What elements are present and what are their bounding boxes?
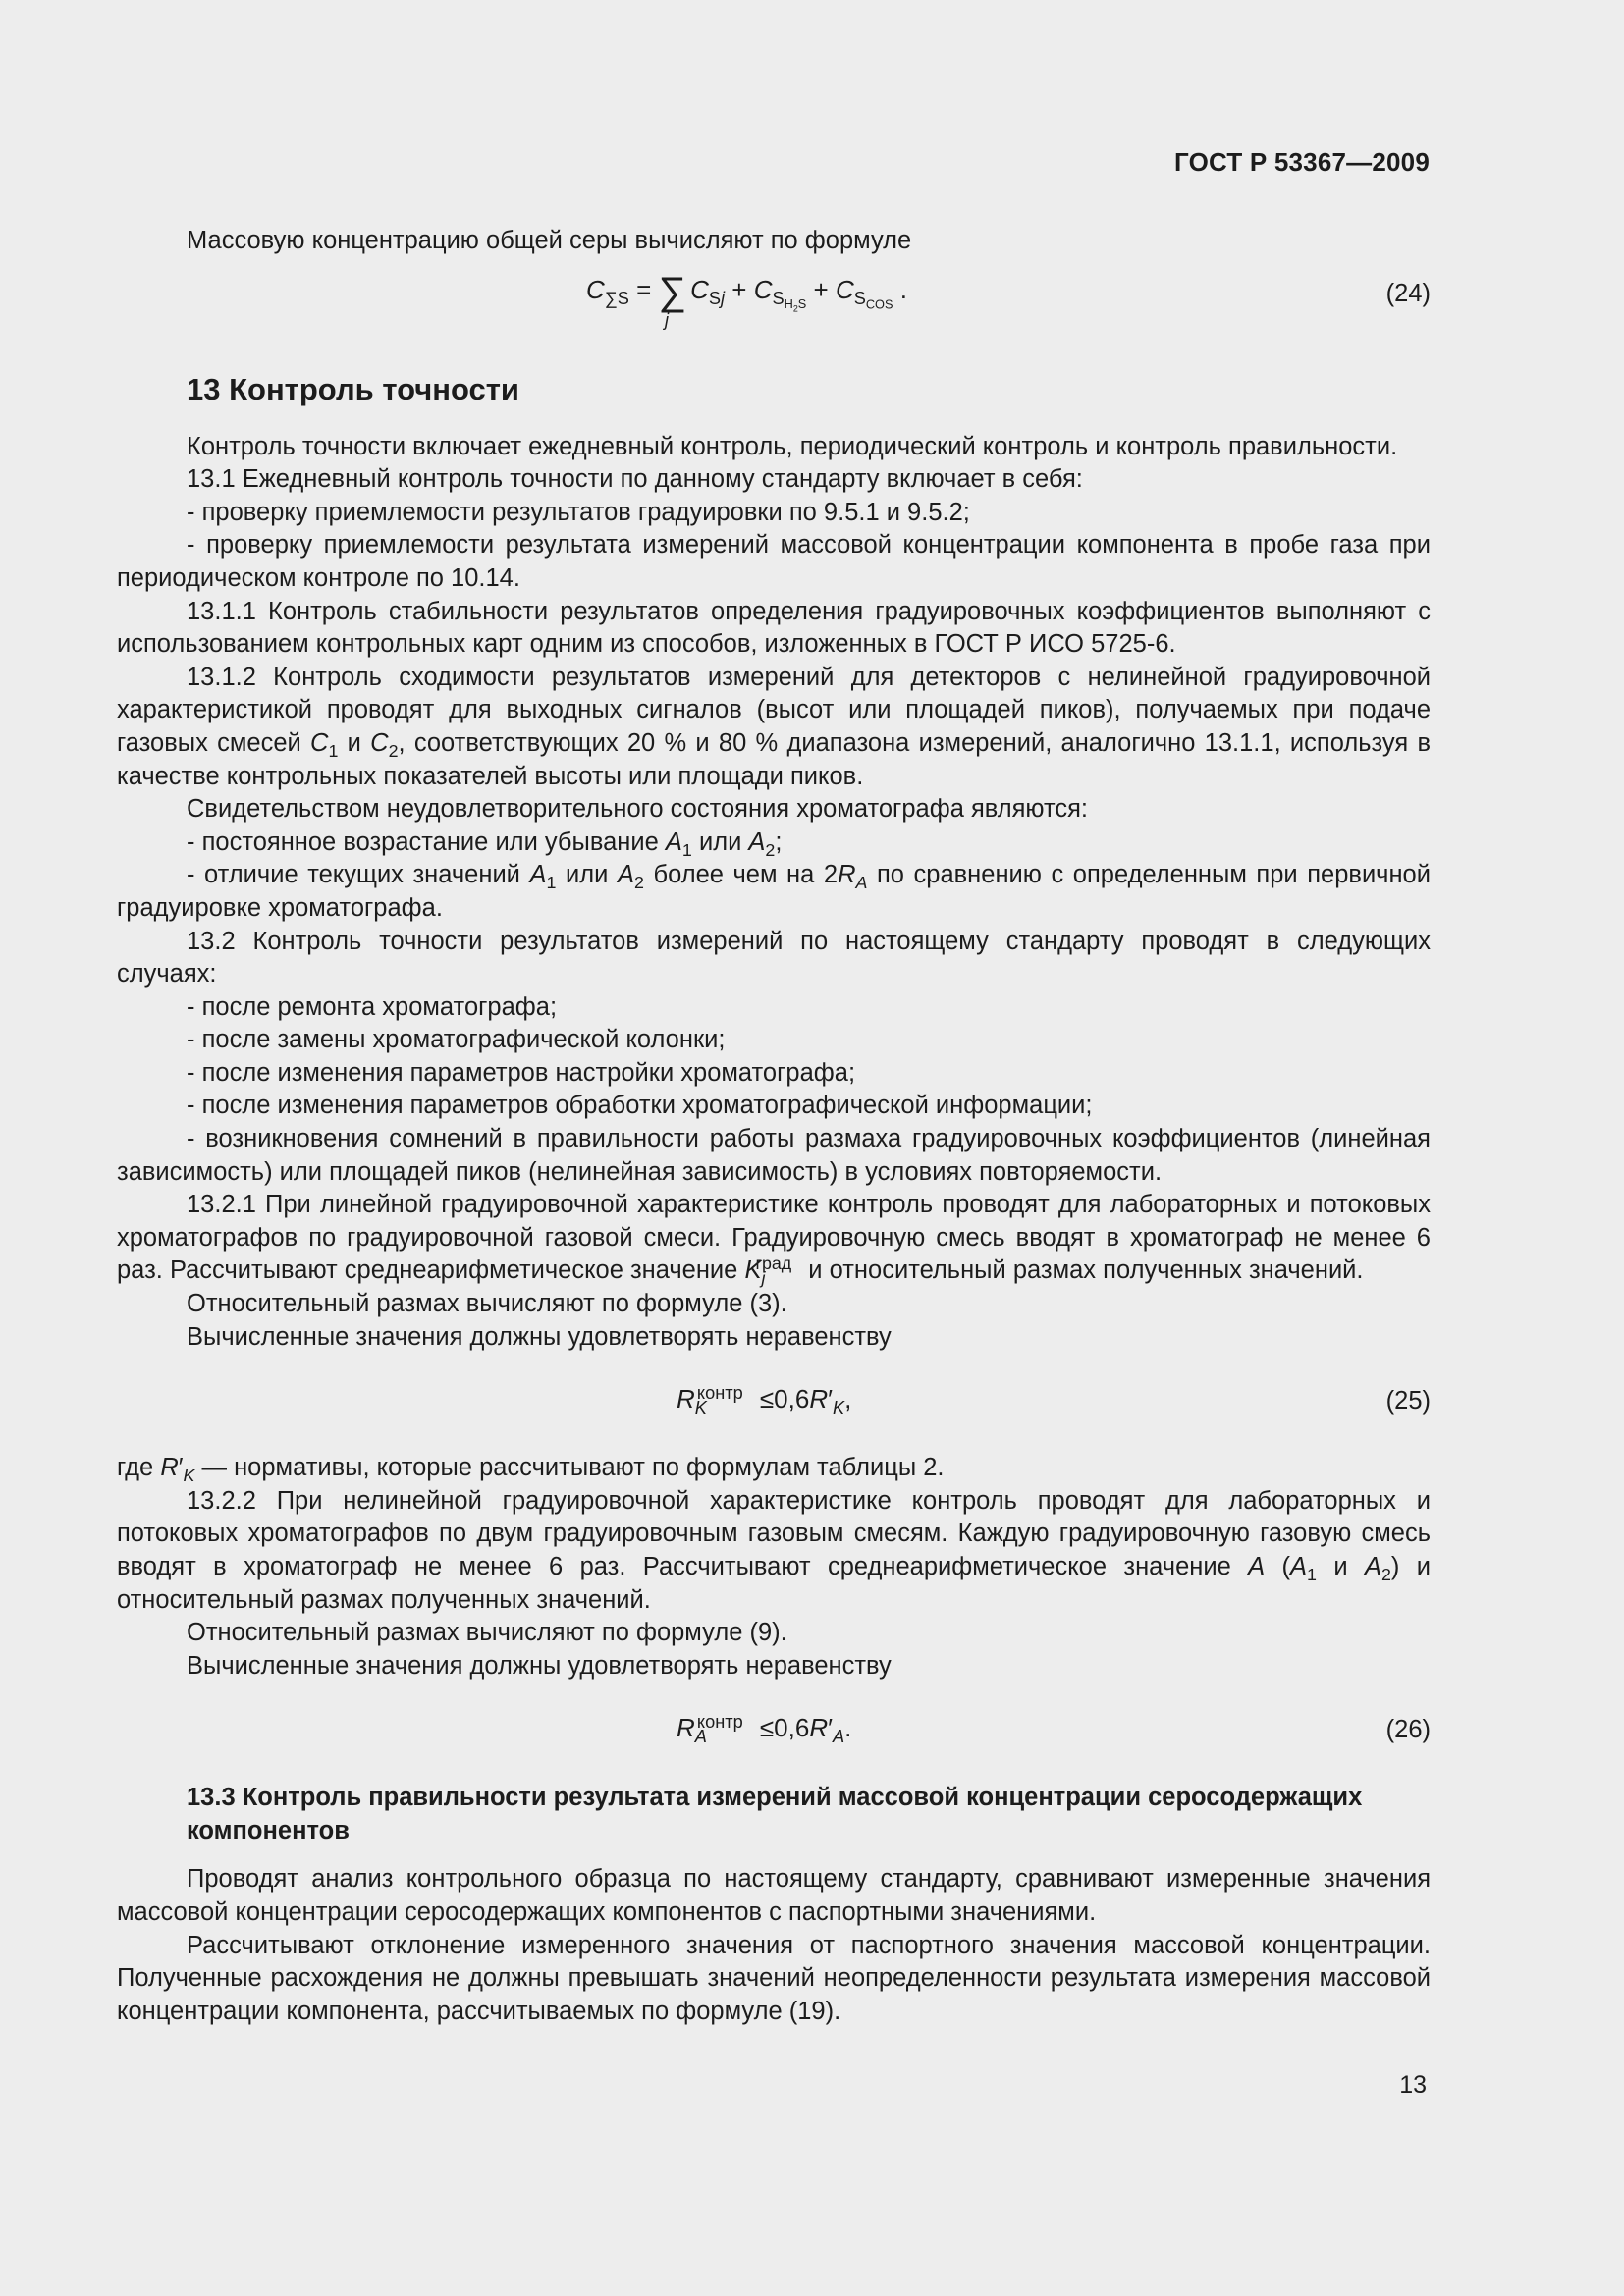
paragraph-13-3-1: Проводят анализ контрольного образца по настоящему стандарту, сравнивают измеренные значения массовой концентрации серосодержащих компонентов с паспортными значениями.: [117, 1865, 1431, 1926]
paragraph-inequality-intro-2: Вычисленные значения должны удовлетворять неравенству: [187, 1651, 892, 1680]
standard-code-header: ГОСТ Р 53367—2009: [1174, 147, 1430, 177]
case-item-5: - возникновения сомнений в правильности работы размаха градуировочных коэффициентов (линейная зависимость) или площадей пиков (нелинейная зависимость) в условиях повторяемости.: [117, 1125, 1431, 1186]
equation-25: [117, 1354, 1431, 1452]
case-item-3: - после изменения параметров настройки хроматографа;: [187, 1058, 856, 1087]
paragraph-where: где $R'_K$ — нормативы, которые рассчитывают по формулам таблицы 2.: [117, 1454, 945, 1486]
equation-26-number: (26): [1385, 1716, 1431, 1744]
paragraph-range-formula-3: Относительный размах вычисляют по формуле (3).: [187, 1290, 787, 1318]
paragraph-13-1-item-1: - проверку приемлемости результатов градуировки по 9.5.1 и 9.5.2;: [187, 498, 970, 526]
paragraph-13-1-2: 13.1.2 Контроль сходимости результатов измерений для детекторов с нелинейной градуировочной характеристикой проводят для выходных сигналов (высот или площадей пиков), получаемых при подаче газовых смесей $C_1$ и $C_2$, соответствующих 20 % и 80 % диапазона измерений, аналогично 13.1.1, используя в качестве контрольных показателей высоты или площади пиков.: [117, 663, 1431, 790]
equation-25-expression: $R_K^{контр} \le 0,6R'_K$,: [677, 1382, 852, 1418]
paragraph-range-formula-9: Относительный размах вычисляют по формуле (9).: [187, 1619, 787, 1647]
intro-paragraph: Массовую концентрацию общей серы вычисляют по формуле: [187, 227, 912, 254]
subsection-13-3-title: 13.3 Контроль правильности результата измерений массовой концентрации серосодержащих компонентов: [187, 1784, 1363, 1845]
equation-24-number: (24): [1385, 279, 1431, 307]
case-item-4: - после изменения параметров обработки хроматографической информации;: [187, 1092, 1093, 1120]
evidence-item-2: - отличие текущих значений $A_1$ или $A_2$ более чем на $2R_A$ по сравнению с определенным при первичной градуировке хроматографа.: [117, 861, 1431, 922]
paragraph-evidence: Свидетельством неудовлетворительного состояния хроматографа являются:: [187, 795, 1089, 824]
equation-25-number: (25): [1385, 1387, 1431, 1415]
page-number: 13: [1399, 2071, 1427, 2099]
paragraph-13-3-2: Рассчитывают отклонение измеренного значения от паспортного значения массовой концентрации. Полученные расхождения не должны превышать значений неопределенности результата измерения массовой концентрации компонента, рассчитываемых по формуле (19).: [117, 1931, 1431, 2025]
paragraph-13-2-1: 13.2.1 При линейной градуировочной характеристике контроль проводят для лабораторных и потоковых хроматографов по градуировочной газовой смеси. Градуировочную смесь вводят в хроматограф не менее 6 раз. Рассчитывают среднеарифметическое значение $K_j^{град}$ и относительный размах полученных значений.: [117, 1191, 1431, 1289]
paragraph-13-2: 13.2 Контроль точности результатов измерений по настоящему стандарту проводят в следующих случаях:: [117, 927, 1431, 988]
evidence-item-1: - постоянное возрастание или убывание $A_1$ или $A_2$;: [187, 828, 783, 860]
case-item-1: - после ремонта хроматографа;: [187, 992, 558, 1021]
equation-26-expression: $R_A^{контр} \le 0,6R'_A$.: [677, 1711, 852, 1747]
paragraph-inequality-intro-1: Вычисленные значения должны удовлетворять неравенству: [187, 1322, 892, 1351]
paragraph-13-1-1: 13.1.1 Контроль стабильности результатов определения градуировочных коэффициентов выполняют с использованием контрольных карт одним из способов, изложенных в ГОСТ Р ИСО 5725-6.: [117, 597, 1431, 659]
equation-26: [117, 1682, 1431, 1781]
section-13-title: 13 Контроль точности: [187, 371, 519, 406]
case-item-2: - после замены хроматографической колонки;: [187, 1026, 726, 1054]
paragraph-13-1: 13.1 Ежедневный контроль точности по данному стандарту включает в себя:: [187, 465, 1083, 494]
equation-24: [117, 258, 1431, 348]
paragraph-13-1-item-2: - проверку приемлемости результата измерений массовой концентрации компонента в пробе газа при периодическом контроле по 10.14.: [117, 531, 1431, 592]
equation-24-expression: $C_{\sum S} = \sum_jC_{Sj} + C_{S_{H_2S}} + C_{S_{COS}}$ .: [586, 269, 907, 330]
paragraph-13-2-2: 13.2.2 При нелинейной градуировочной характеристике контроль проводят для лабораторных и потоковых хроматографов по двум градуировочным газовым смесям. Каждую градуировочную газовую смесь вводят в хроматограф не менее 6 раз. Рассчитывают среднеарифметическое значение A ($A_1$ и $A_2$) и относительный размах полученных значений.: [117, 1486, 1432, 1614]
page-content: [117, 225, 1431, 2028]
paragraph-13-intro: Контроль точности включает ежедневный контроль, периодический контроль и контроль правильности.: [187, 432, 1398, 460]
